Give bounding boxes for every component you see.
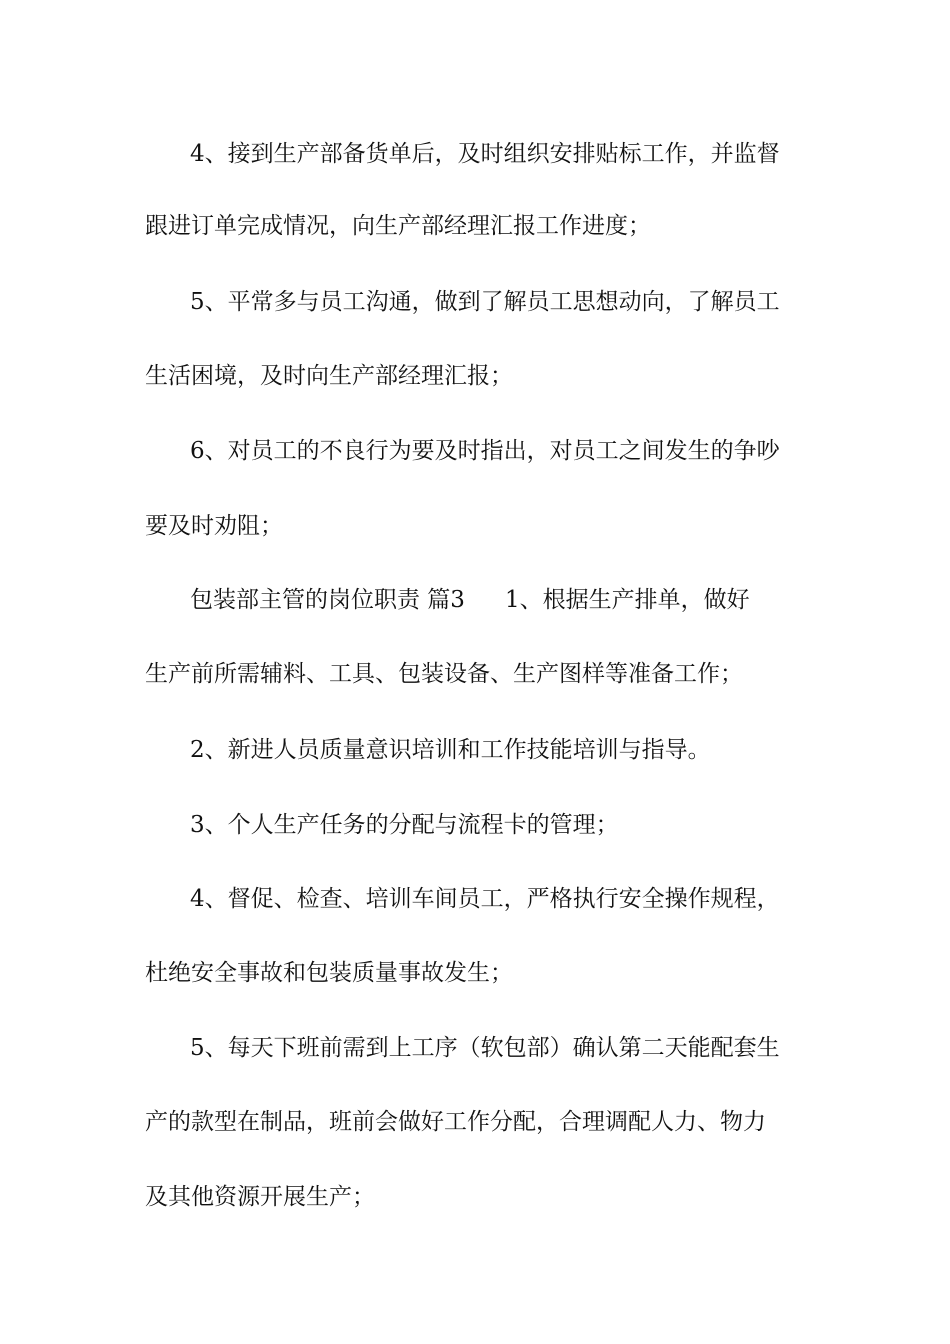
paragraph-6-line-1: 6、对员工的不良行为要及时指出，对员工之间发生的争吵 <box>190 438 780 464</box>
paragraph-5-line-1: 5、平常多与员工沟通，做到了解员工思想动向，了解员工 <box>190 289 780 315</box>
paragraph-4-line-2: 跟进订单完成情况，向生产部经理汇报工作进度； <box>145 213 651 239</box>
section-heading-line <box>190 584 815 616</box>
section-item-5-line-1: 5、每天下班前需到上工序（软包部）确认第二天能配套生 <box>190 1035 780 1061</box>
section-item-3: 3、个人生产任务的分配与流程卡的管理； <box>190 812 619 838</box>
section-item-5-line-3: 及其他资源开展生产； <box>145 1184 375 1210</box>
section-item-2: 2、新进人员质量意识培训和工作技能培训与指导。 <box>190 737 711 763</box>
paragraph-5-line-2: 生活困境，及时向生产部经理汇报； <box>145 363 513 389</box>
paragraph-4-line-1: 4、接到生产部备货单后，及时组织安排贴标工作，并监督 <box>190 141 780 167</box>
section-item-1-line-2: 生产前所需辅料、工具、包装设备、生产图样等准备工作； <box>145 661 743 687</box>
section-heading: 包装部主管的岗位职责 篇3 <box>190 587 465 613</box>
paragraph-6-line-2: 要及时劝阻； <box>145 513 283 539</box>
section-item-4-line-2: 杜绝安全事故和包装质量事故发生； <box>145 960 513 986</box>
section-item-1-start: 1、根据生产排单，做好 <box>504 587 750 613</box>
section-item-5-line-2: 产的款型在制品，班前会做好工作分配，合理调配人力、物力 <box>145 1109 766 1135</box>
section-item-4-line-1: 4、督促、检查、培训车间员工，严格执行安全操作规程， <box>190 886 780 912</box>
